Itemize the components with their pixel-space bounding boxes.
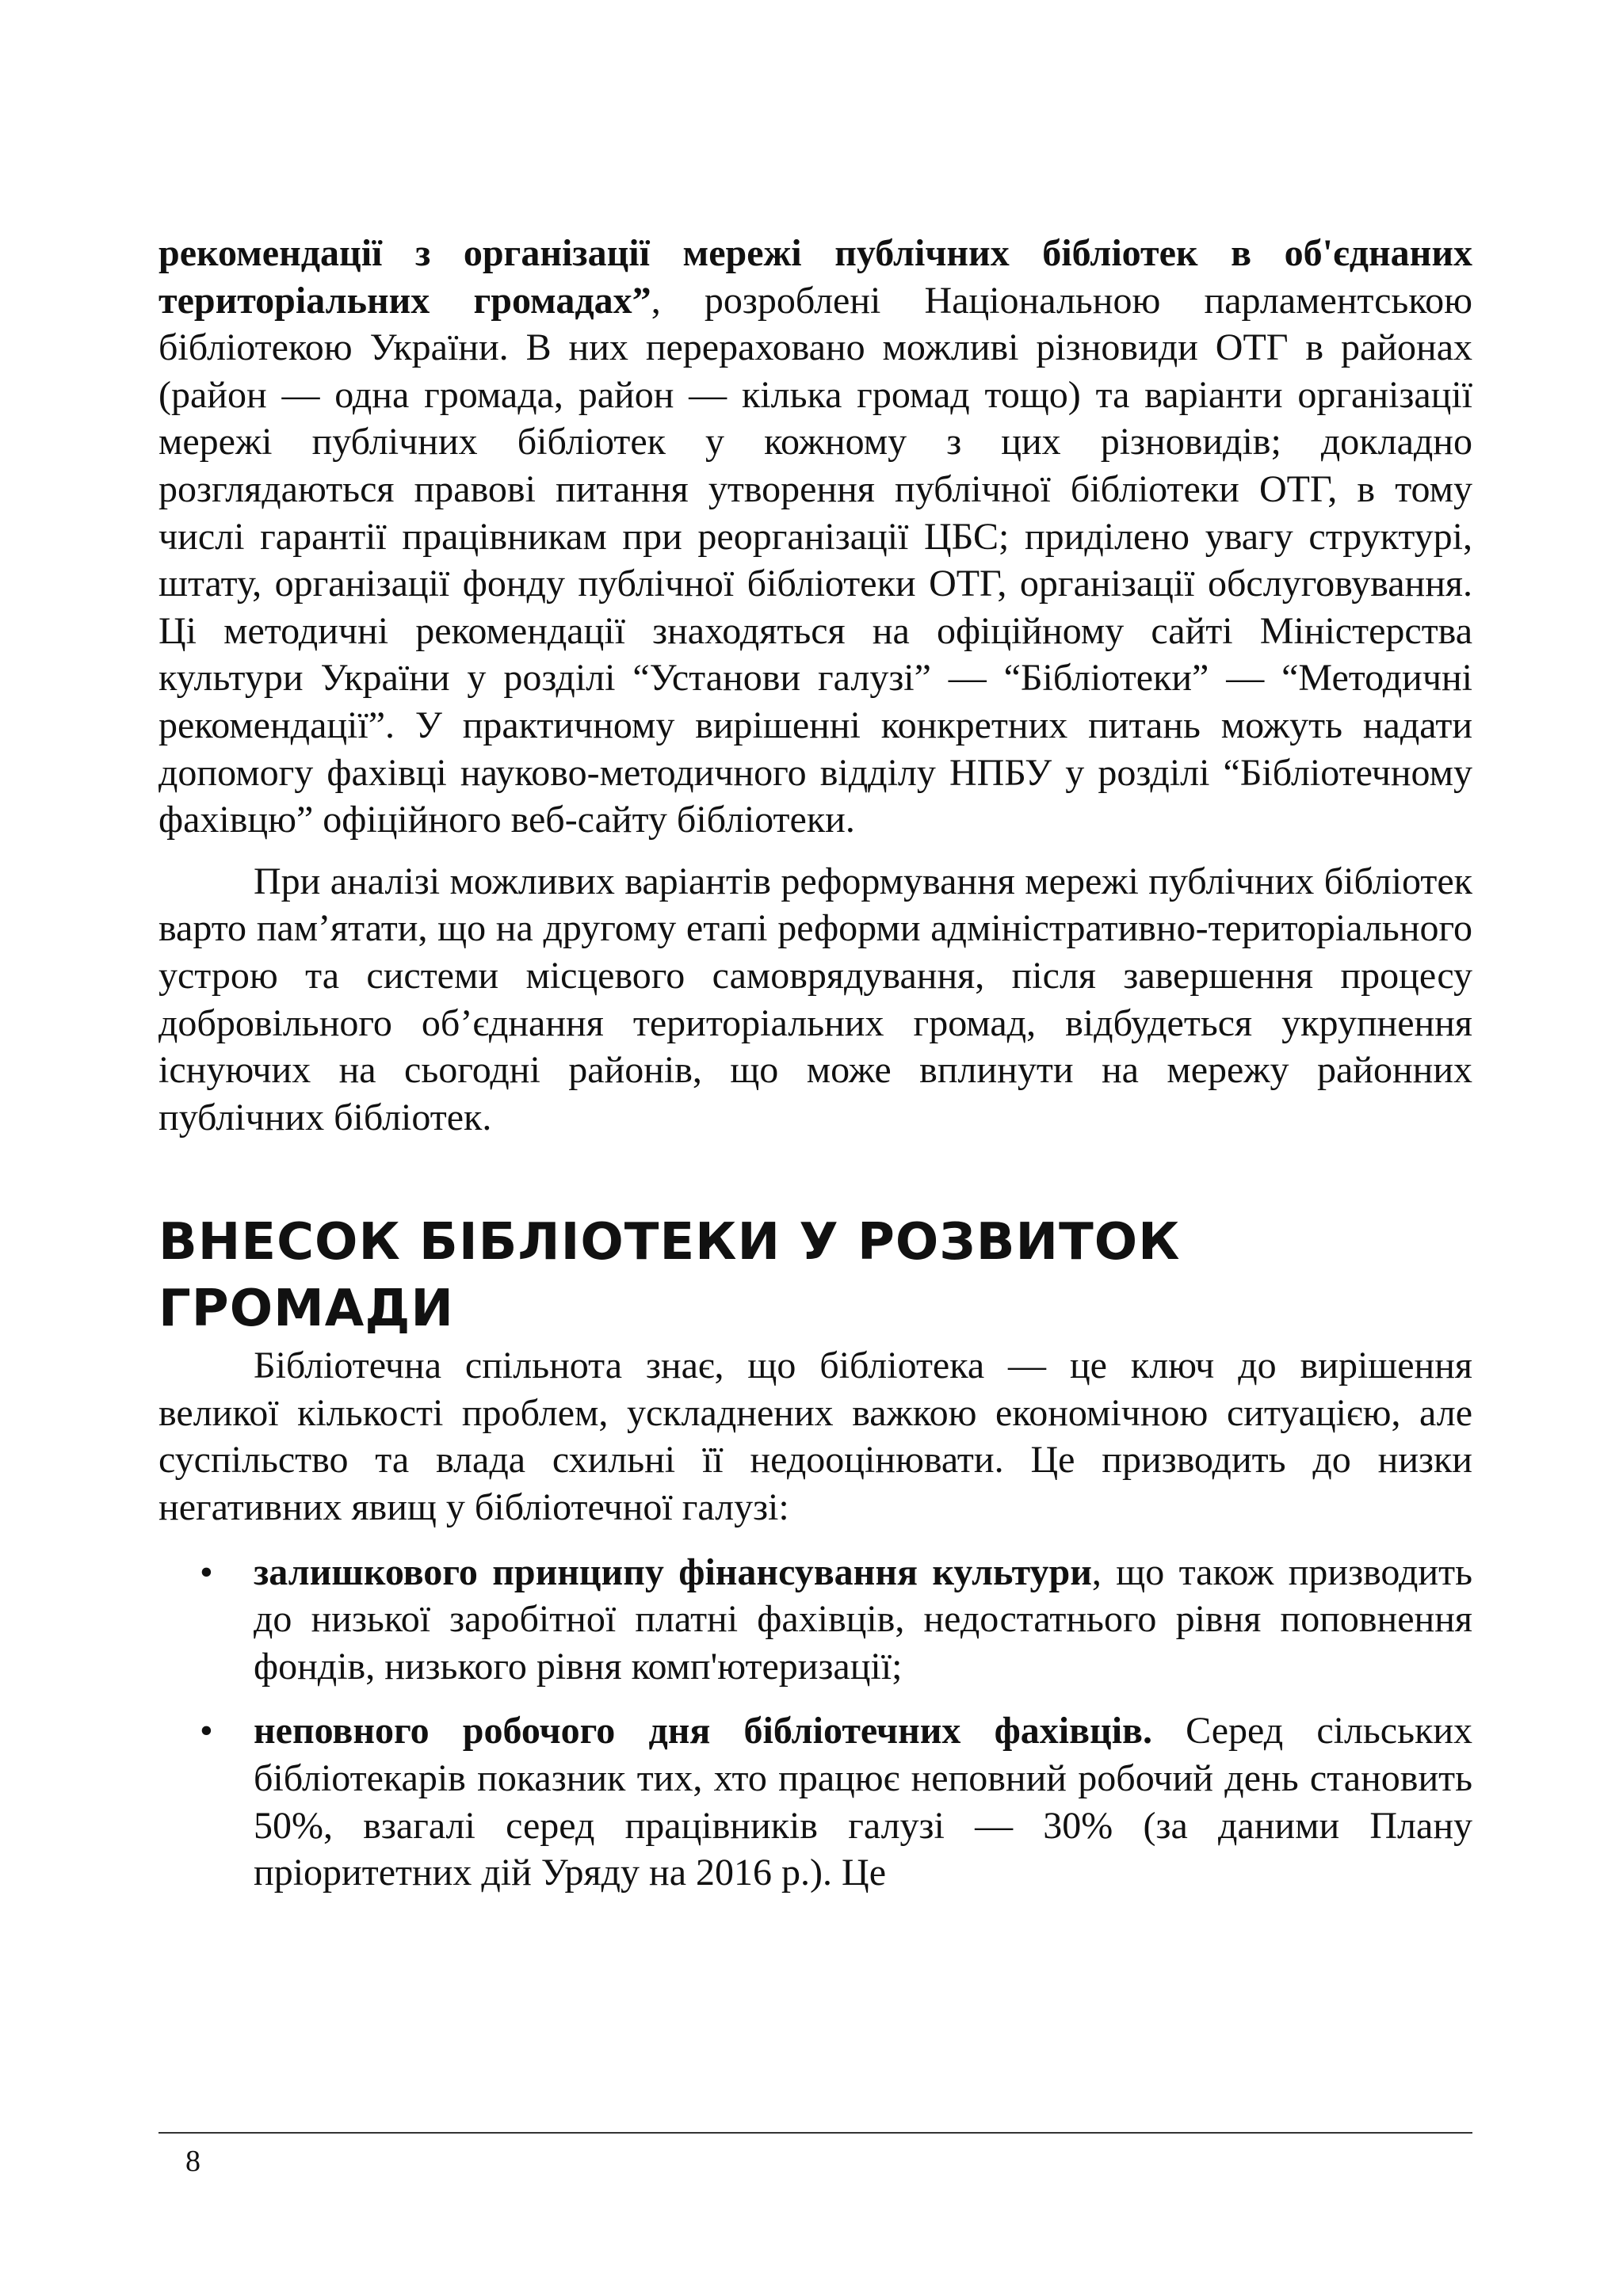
paragraph-reform-analysis: При аналізі можливих варіантів реформування мережі публічних бібліотек варто пам’ятати, що на другому етапі реформи адміністративно-територіального устрою та системи місцевого самоврядування, після завершення процесу добровільного об’єднання територіальних громад, відбудеться укрупнення існуючих на сьогодні районів, що може вплинути на мережу районних публічних бібліотек.: [158, 860, 1472, 1138]
paragraph-recommendations: [158, 230, 1472, 844]
list-item-text: Серед сільських бібліотекарів показник тих, хто працює неповний робочий день становить 50%, взагалі серед працівників галузі — 30% (за даними Плану пріоритетних дій Уряду на 2016 р.). Це: [254, 1710, 1472, 1894]
list-item-bold: залишкового принципу фінансування культури: [254, 1550, 1092, 1593]
footer-divider: [158, 2132, 1472, 2134]
negative-phenomena-list: [158, 1549, 1472, 1897]
bold-lead-text: рекомендації з організації мережі публічних бібліотек в об'єднаних територіальних громадах”: [158, 232, 1472, 322]
bullet-icon: •: [200, 1710, 213, 1753]
paragraph-text: , розроблені Національною парламентською бібліотекою України. В них перераховано можливі різновиди ОТГ в районах (район — одна громада, район — кілька громад тощо) та варіанти організації мережі публічних бібліотек у кожному з цих різновидів; докладно розглядаються правові питання утворення публічної бібліотеки ОТГ, в тому числі гарантії працівникам при реорганізації ЦБС; приділено увагу структурі, штату, організації фонду публічної бібліотеки ОТГ, організації обслуговування. Ці методичні рекомендації знаходяться на офіційному сайті Міністерства культури України у розділі “Установи галузі” — “Бібліотеки” — “Методичні рекомендації”. У практичному вирішенні конкретних питань можуть надати допомогу фахівці науково-методичного відділу НПБУ у розділі “Бібліотечному фахівцю” офіційного веб-сайту бібліотеки.: [158, 279, 1473, 841]
list-item: [158, 1707, 1472, 1896]
section-heading: ВНЕСОК БІБЛІОТЕКИ У РОЗВИТОК ГРОМАДИ: [158, 1213, 1181, 1339]
list-item-bold: неповного робочого дня бібліотечних фахівців.: [254, 1710, 1152, 1753]
paragraph-library-community: Бібліотечна спільнота знає, що бібліотека — це ключ до вирішення великої кількості проблем, ускладнених важкою економічною ситуацією, але суспільство та влада схильні її недооцінювати. Це призводить до низки негативних явищ у бібліотечної галузі:: [158, 1344, 1472, 1529]
page-content: [158, 230, 1472, 1914]
list-item: [158, 1549, 1472, 1691]
bullet-icon: •: [200, 1550, 213, 1593]
page-number: 8: [185, 2145, 200, 2178]
list-item-text: , що також призводить до низької заробітної платні фахівців, недостатнього рівня поповнення фондів, низького рівня комп'ютеризації;: [254, 1550, 1472, 1688]
